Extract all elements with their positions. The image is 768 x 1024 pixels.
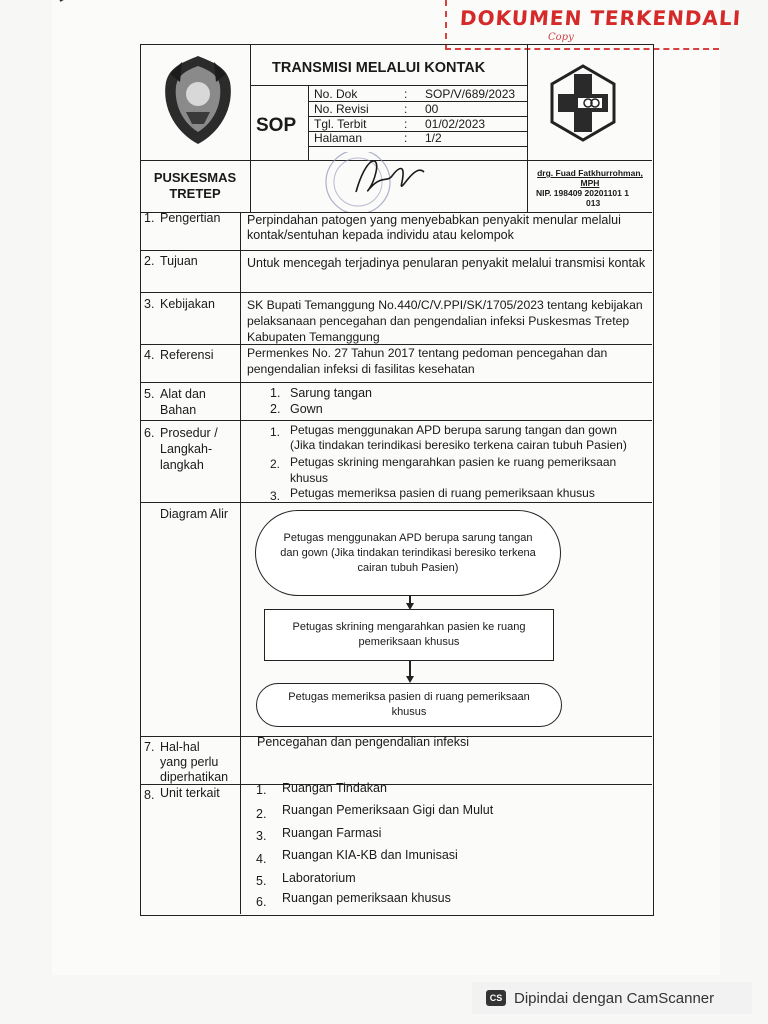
row-label-alat-1: Alat dan — [160, 387, 206, 401]
prosedur-step-3a: Petugas memeriksa pasien di ruang pemeriksaan khusus — [290, 486, 595, 500]
unit-item-4-num: 4. — [256, 852, 267, 866]
row-num-referensi: 4. — [144, 348, 155, 362]
unit-item-3: Ruangan Farmasi — [282, 826, 382, 840]
flow-step-1-line1: Petugas menggunakan APD berupa sarung tangan — [283, 531, 533, 544]
flow-step-2-line1: Petugas skrining mengarahkan pasien ke ruang — [292, 621, 526, 633]
unit-item-3-num: 3. — [256, 829, 267, 843]
signatory-nip-2: 013 — [586, 198, 601, 208]
title-divider — [250, 85, 527, 86]
unit-item-5-num: 5. — [256, 874, 267, 888]
signatory-nip-1: NIP. 198409 20201101 1 — [536, 188, 629, 198]
row-num-pengertian: 1. — [144, 211, 155, 225]
prosedur-step-3-num: 3. — [270, 489, 281, 503]
alat-item-2-num: 2. — [270, 402, 281, 416]
row-num-halhal: 7. — [144, 740, 155, 754]
row-divider-5 — [140, 420, 652, 421]
header-divider-right — [527, 44, 528, 212]
row-label-referensi: Referensi — [160, 348, 214, 362]
header-divider-left — [250, 44, 251, 212]
row-num-prosedur: 6. — [144, 426, 155, 440]
unit-item-1: Ruangan Tindakan — [282, 781, 387, 795]
row-divider-2 — [140, 292, 652, 293]
flow-step-3-line1: Petugas memeriksa pasien di ruang pemeriksaan — [288, 691, 530, 703]
field-value-no-dok: SOP/V/689/2023 — [425, 87, 516, 101]
stamp-sub: Copy — [548, 32, 574, 43]
prosedur-step-2-num: 2. — [270, 457, 281, 471]
alat-item-1-num: 1. — [270, 386, 281, 400]
field-label-no-dok: No. Dok — [314, 87, 358, 101]
field-value-tgl-terbit: 01/02/2023 — [425, 117, 486, 131]
prosedur-step-1b: (Jika tindakan terindikasi beresiko terkena cairan tubuh Pasien) — [290, 438, 627, 452]
row-label-kebijakan: Kebijakan — [160, 297, 215, 311]
pengertian-line1: Perpindahan patogen yang menyebabkan penyakit menular melalui — [247, 213, 621, 227]
flow-step-3-line2: khusus — [391, 706, 427, 718]
prosedur-step-2b: khusus — [290, 471, 329, 485]
field-sep-halaman: : — [404, 131, 408, 145]
kebijakan-line2: pelaksanaan pencegahan dan pengendalian infeksi Puskesmas Tretep — [247, 314, 630, 328]
label-column-divider — [240, 212, 241, 914]
document-title: TRANSMISI MELALUI KONTAK — [272, 60, 486, 76]
row-divider-4 — [140, 382, 652, 383]
row-label-unit: Unit terkait — [160, 786, 220, 800]
field-sep-tgl-terbit: : — [404, 117, 408, 131]
row-num-alat: 5. — [144, 387, 155, 401]
field-divider-4 — [308, 146, 527, 147]
referensi-line1: Permenkes No. 27 Tahun 2017 tentang pedoman pencegahan dan — [247, 346, 608, 360]
unit-item-5: Laboratorium — [282, 871, 356, 885]
flow-step-1-line3: cairan tubuh Pasien) — [357, 561, 459, 574]
row-label-tujuan: Tujuan — [160, 254, 198, 268]
official-seal-and-signature — [296, 152, 446, 212]
row-label-pengertian: Pengertian — [160, 211, 221, 225]
health-ministry-logo — [548, 62, 618, 144]
row-divider-1 — [140, 250, 652, 251]
sop-divider — [308, 85, 309, 160]
flow-step-2-box — [264, 609, 554, 661]
kebijakan-line1: SK Bupati Temanggung No.440/C/V.PPI/SK/1705/2023 tentang kebijakan — [247, 298, 643, 312]
unit-item-6-num: 6. — [256, 895, 267, 909]
row-label-halhal-3: diperhatikan — [160, 770, 229, 784]
field-value-halaman: 1/2 — [425, 131, 442, 145]
kebijakan-line3: Kabupaten Temanggung — [247, 330, 380, 344]
temanggung-regency-logo — [160, 52, 236, 148]
row-label-prosedur-3: langkah — [160, 458, 204, 472]
camscanner-logo: CS — [486, 990, 506, 1006]
referensi-line2: pengendalian infeksi di fasilitas kesehatan — [247, 362, 475, 376]
alat-item-1: Sarung tangan — [290, 386, 373, 400]
flow-step-1-line2: dan gown (Jika tindakan terindikasi beresiko terkena — [280, 546, 536, 559]
camscanner-text: Dipindai dengan CamScanner — [514, 989, 715, 1007]
unit-item-2: Ruangan Pemeriksaan Gigi dan Mulut — [282, 803, 494, 817]
signatory-name: drg. Fuad Fatkhurrohman, MPH — [537, 168, 643, 188]
row-label-halhal-2: yang perlu — [160, 755, 219, 769]
flow-arrow-2-head — [406, 676, 414, 683]
flow-step-1-box — [255, 510, 561, 596]
camscanner-watermark — [472, 982, 752, 1014]
field-label-halaman: Halaman — [314, 131, 363, 145]
alat-item-2: Gown — [290, 402, 323, 416]
halhal-text: Pencegahan dan pengendalian infeksi — [257, 735, 469, 749]
row-label-alat-2: Bahan — [160, 403, 197, 417]
field-value-no-revisi: 00 — [425, 102, 439, 116]
unit-item-2-num: 2. — [256, 807, 267, 821]
prosedur-step-1-num: 1. — [270, 425, 281, 439]
pengertian-line2: kontak/sentuhan kepada individu atau kelompok — [247, 228, 514, 242]
institution-name-line1: PUSKESMAS — [153, 170, 237, 185]
tujuan-line1: Untuk mencegah terjadinya penularan penyakit melalui transmisi kontak — [247, 256, 646, 270]
prosedur-step-1a: Petugas menggunakan APD berupa sarung tangan dan gown — [290, 423, 617, 437]
row-label-prosedur-1: Prosedur / — [160, 426, 218, 440]
unit-item-6: Ruangan pemeriksaan khusus — [282, 891, 451, 905]
field-label-no-revisi: No. Revisi — [314, 102, 369, 116]
row-label-prosedur-2: Langkah- — [160, 442, 213, 456]
field-sep-no-revisi: : — [404, 102, 408, 116]
prosedur-step-2a: Petugas skrining mengarahkan pasien ke ruang pemeriksaan — [290, 455, 617, 469]
row-divider-6 — [140, 502, 652, 503]
field-sep-no-dok: : — [404, 87, 408, 101]
field-label-tgl-terbit: Tgl. Terbit — [314, 117, 367, 131]
stamp-text: DOKUMEN TERKENDALI — [459, 6, 742, 30]
row-label-halhal-1: Hal-hal — [160, 740, 200, 754]
flow-step-2-line2: pemeriksaan khusus — [358, 636, 460, 648]
row-num-kebijakan: 3. — [144, 297, 155, 311]
institution-name-line2: TRETEP — [169, 186, 221, 201]
sop-label: SOP — [256, 115, 297, 136]
row-num-tujuan: 2. — [144, 254, 155, 268]
unit-item-4: Ruangan KIA-KB dan Imunisasi — [282, 848, 458, 862]
unit-item-1-num: 1. — [256, 783, 267, 797]
flow-step-3-box — [256, 683, 562, 727]
row-label-diagram: Diagram Alir — [160, 507, 229, 521]
row-num-unit: 8. — [144, 788, 155, 802]
